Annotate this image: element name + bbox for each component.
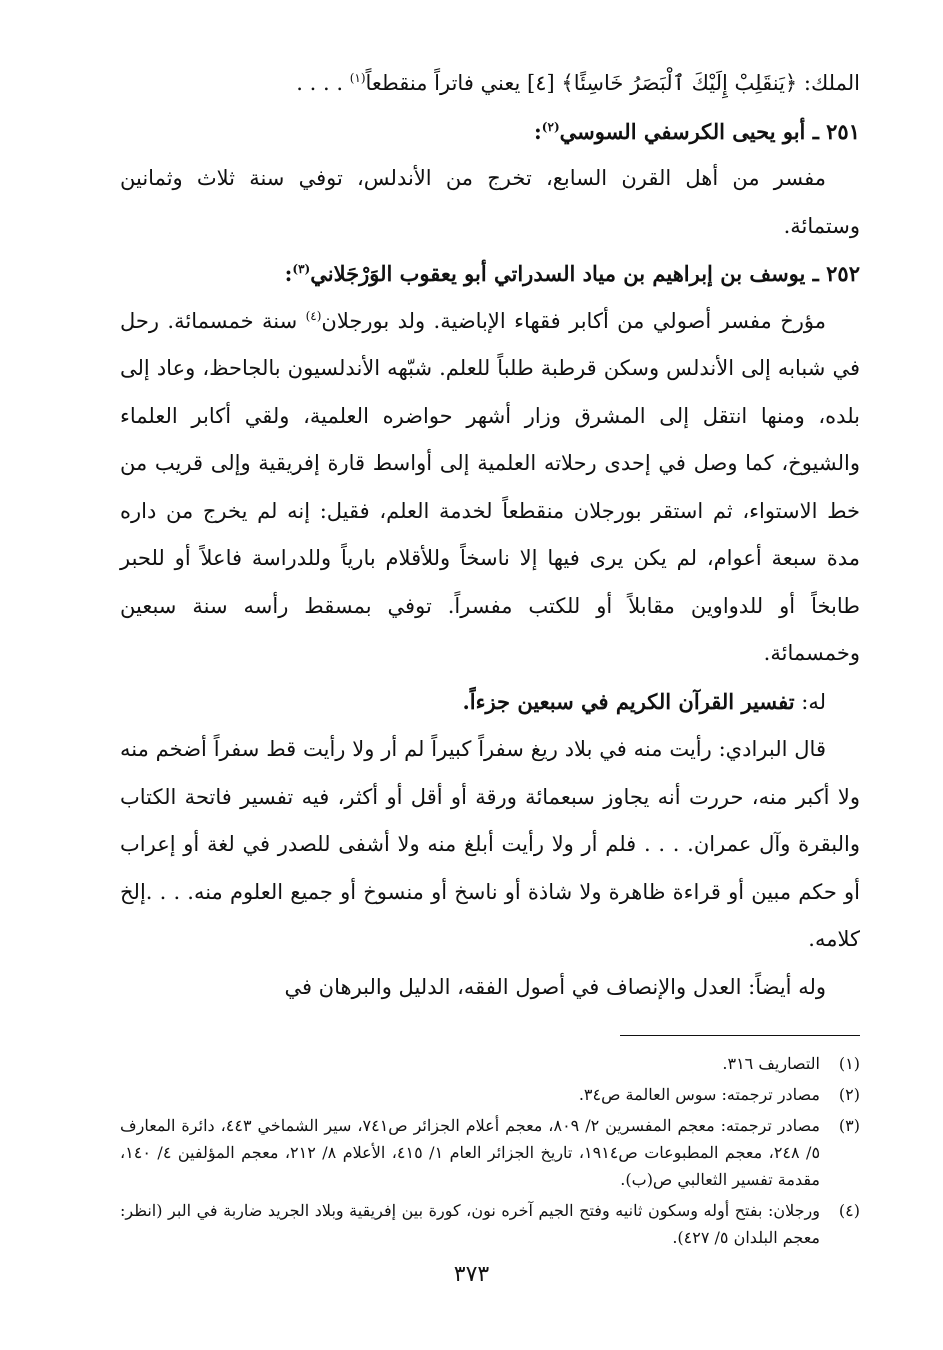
footnote	[120, 1197, 860, 1251]
footnote-number: (٤)	[838, 1201, 860, 1220]
page-number: ٣٧٣	[453, 1262, 490, 1287]
intro-line	[120, 60, 860, 108]
entry-252-biography	[120, 298, 860, 678]
footnote	[120, 1050, 860, 1077]
footnote-number: (١)	[838, 1054, 860, 1073]
entry-252-colon: :	[284, 261, 293, 286]
works-title: تفسير القرآن الكريم في سبعين جزءاً.	[462, 688, 795, 714]
entry-251-heading	[120, 108, 860, 156]
entry-252-heading	[120, 250, 860, 298]
footnote-text: التصاريف ٣١٦.	[722, 1054, 820, 1073]
entry-251-colon: :	[534, 118, 542, 144]
entry-252-title: ٢٥٢ ـ يوسف بن إبراهيم بن مياد السدراتي أبو يعقوب الوَرْجَلاني	[310, 261, 860, 286]
page-content	[120, 60, 860, 1255]
entry-251-title: ٢٥١ ـ أبو يحيى الكرسفي السوسي	[559, 118, 860, 144]
footnote-ref-1: (١)	[349, 71, 366, 85]
entry-252-also: وله أيضاً: العدل والإنصاف في أصول الفقه، الدليل والبرهان في	[284, 974, 826, 999]
footnote-ref-2: (٢)	[541, 119, 560, 134]
footnote-ref-3: (٣)	[292, 262, 311, 276]
footnote	[120, 1081, 860, 1108]
intro-ellipsis: . . . .	[296, 71, 350, 95]
entry-251-body: مفسر من أهل القرن السابع، تخرج من الأندلس، توفي سنة ثلاث وثمانين وستمائة.	[120, 166, 860, 238]
footnote-number: (٣)	[838, 1116, 860, 1135]
footnote-ref-4: (٤)	[305, 308, 322, 323]
footnote-text: ورجلان: بفتح أوله وسكون ثانيه وفتح الجيم آخره نون، كورة بين إفريقية وبلاد الجريد ضاربة في البر (انظر: معجم البلدان ٥/ ٤٢٧).	[120, 1201, 820, 1247]
footnote-text: مصادر ترجمته: معجم المفسرين ٢/ ٨٠٩، معجم أعلام الجزائر ص٧٤١، سير الشماخي ٤٤٣، دائرة المعارف ٥/ ٢٤٨، معجم المطبوعات ص١٩١٤، تاريخ الجزائر العام ١/ ٤١٥، الأعلام ٨/ ٢١٢، معجم المؤلفين ٤/ ١٤٠، مقدمة تفسير الثعالبي ص(ب).	[120, 1116, 821, 1189]
footnotes	[120, 1050, 860, 1251]
biography-part-1: مؤرخ مفسر أصولي من أكابر فقهاء الإباضية. ولد بورجلان	[321, 308, 826, 333]
entry-252-quote: قال البرادي: رأيت منه في بلاد ريغ سفراً كبيراً لم أر ولا رأيت قط سفراً أضخم منه ولا أكبر منه، حررت أنه يجاوز سبعمائة ورقة أو أقل أو أكثر، فيه تفسير فاتحة الكتاب والبقرة وآل عمران. . . . فلم أر ولا رأيت أبلغ منه ولا أشفى للصدر في لغة أو إعراب أو حكم مبين أو قراءة ظاهرة ولا شاذة أو ناسخ أو منسوخ أو جميع العلوم منه. . . .إلخ كلامه.	[120, 737, 860, 951]
intro-text: الملك: ﴿يَنقَلِبْ إِلَيْكَ ٱلْبَصَرُ خَاسِئًا﴾ [٤] يعني فاتراً منقطعاً	[365, 71, 860, 95]
footnote-text: مصادر ترجمته: سوس العالمة ص٣٤.	[578, 1085, 820, 1104]
footnote	[120, 1112, 860, 1193]
footnote-divider	[620, 1035, 860, 1036]
footnote-number: (٢)	[838, 1085, 860, 1104]
entry-252-works	[120, 678, 860, 727]
biography-part-2: سنة خمسمائة. رحل في شبابه إلى الأندلس وسكن قرطبة طلباً للعلم. شبّهه الأندلسيون بالجاحظ، وعاد إلى بلده، ومنها انتقل إلى المشرق وزار أشهر حواضره العلمية، ولقي أكابر العلماء والشيوخ، كما وصل في إحدى رحلاته العلمية إلى أواسط قارة إفريقية وإلى قريب من خط الاستواء، ثم استقر بورجلان منقطعاً لخدمة العلم، فقيل: إنه لم يخرج من داره مدة سبعة أعوام، لم يكن يرى فيها إلا ناسخاً وللأقلام بارياً وللدراسة فاعلاً أو للحبر طابخاً أو للدواوين مقابلاً أو للكتب مفسراً. توفي بمسقط رأسه سنة سبعين وخمسمائة.	[120, 308, 860, 665]
works-label: له:	[794, 689, 826, 714]
main-text	[120, 60, 860, 1011]
